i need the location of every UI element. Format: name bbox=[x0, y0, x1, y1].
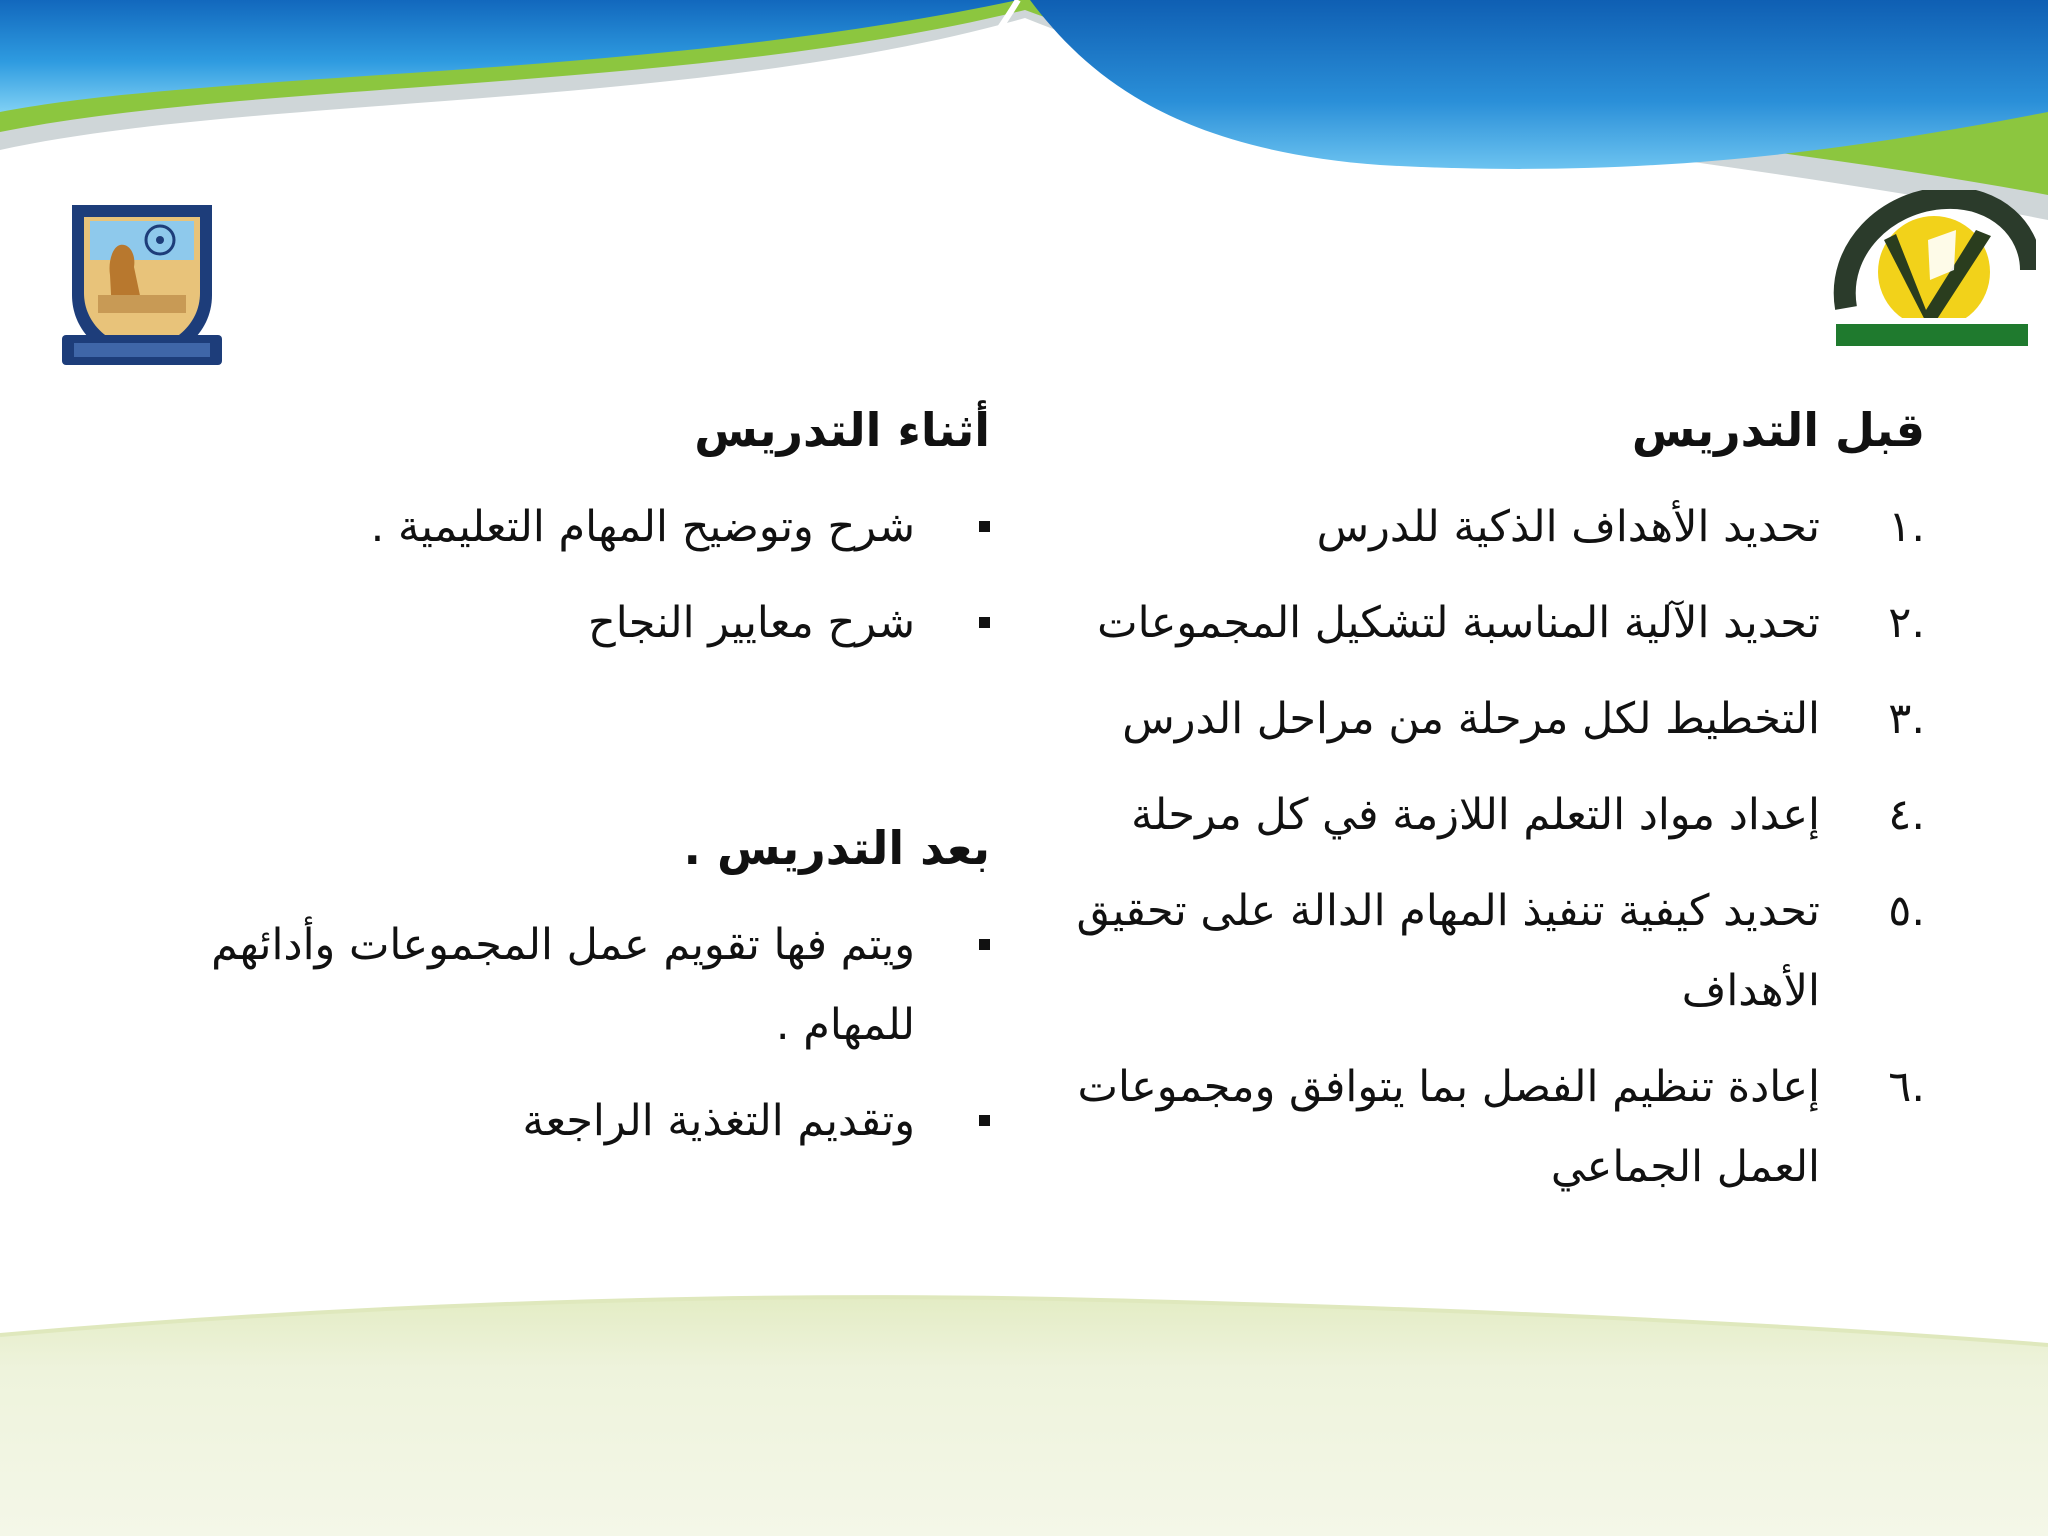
footer-band bbox=[0, 1297, 2048, 1536]
during-teaching-heading: أثناء التدريس bbox=[694, 403, 990, 457]
after-teaching-heading: بعد التدريس . bbox=[683, 821, 990, 875]
list-item: .١ تحديد الأهداف الذكية للدرس bbox=[1316, 502, 1925, 552]
list-item: وتقديم التغذية الراجعة bbox=[130, 1081, 990, 1161]
bullet-icon bbox=[979, 521, 990, 532]
list-item: .٦ إعادة تنظيم الفصل بما يتوافق ومجموعات العمل الجماعي bbox=[1077, 1062, 1925, 1192]
list-item: ويتم فها تقويم عمل المجموعات وأدائهم للمهام . bbox=[130, 905, 990, 1065]
bullet-icon bbox=[979, 939, 990, 950]
faculty-of-education-logo bbox=[1826, 190, 2036, 360]
list-item: .٣ التخطيط لكل مرحلة من مراحل الدرس bbox=[1122, 694, 1925, 744]
south-valley-university-seal bbox=[62, 185, 222, 375]
list-item: شرح وتوضيح المهام التعليمية . bbox=[130, 487, 990, 567]
during-teaching-list bbox=[130, 487, 990, 663]
before-teaching-list bbox=[1040, 487, 1925, 1207]
list-item: شرح معايير النجاح bbox=[130, 583, 990, 663]
bullet-icon bbox=[979, 617, 990, 628]
list-item: .٢ تحديد الآلية المناسبة لتشكيل المجموعات bbox=[1097, 598, 1925, 648]
list-item: .٤ إعداد مواد التعلم اللازمة في كل مرحلة bbox=[1131, 790, 1925, 840]
during-after-teaching-section bbox=[130, 395, 990, 1177]
list-item: .٥ تحديد كيفية تنفيذ المهام الدالة على تحقيق الأهداف bbox=[1076, 886, 1925, 1016]
before-teaching-section bbox=[1040, 395, 1925, 1223]
before-teaching-heading: قبل التدريس bbox=[1631, 403, 1925, 457]
after-teaching-list bbox=[130, 905, 990, 1161]
bullet-icon bbox=[979, 1115, 990, 1126]
